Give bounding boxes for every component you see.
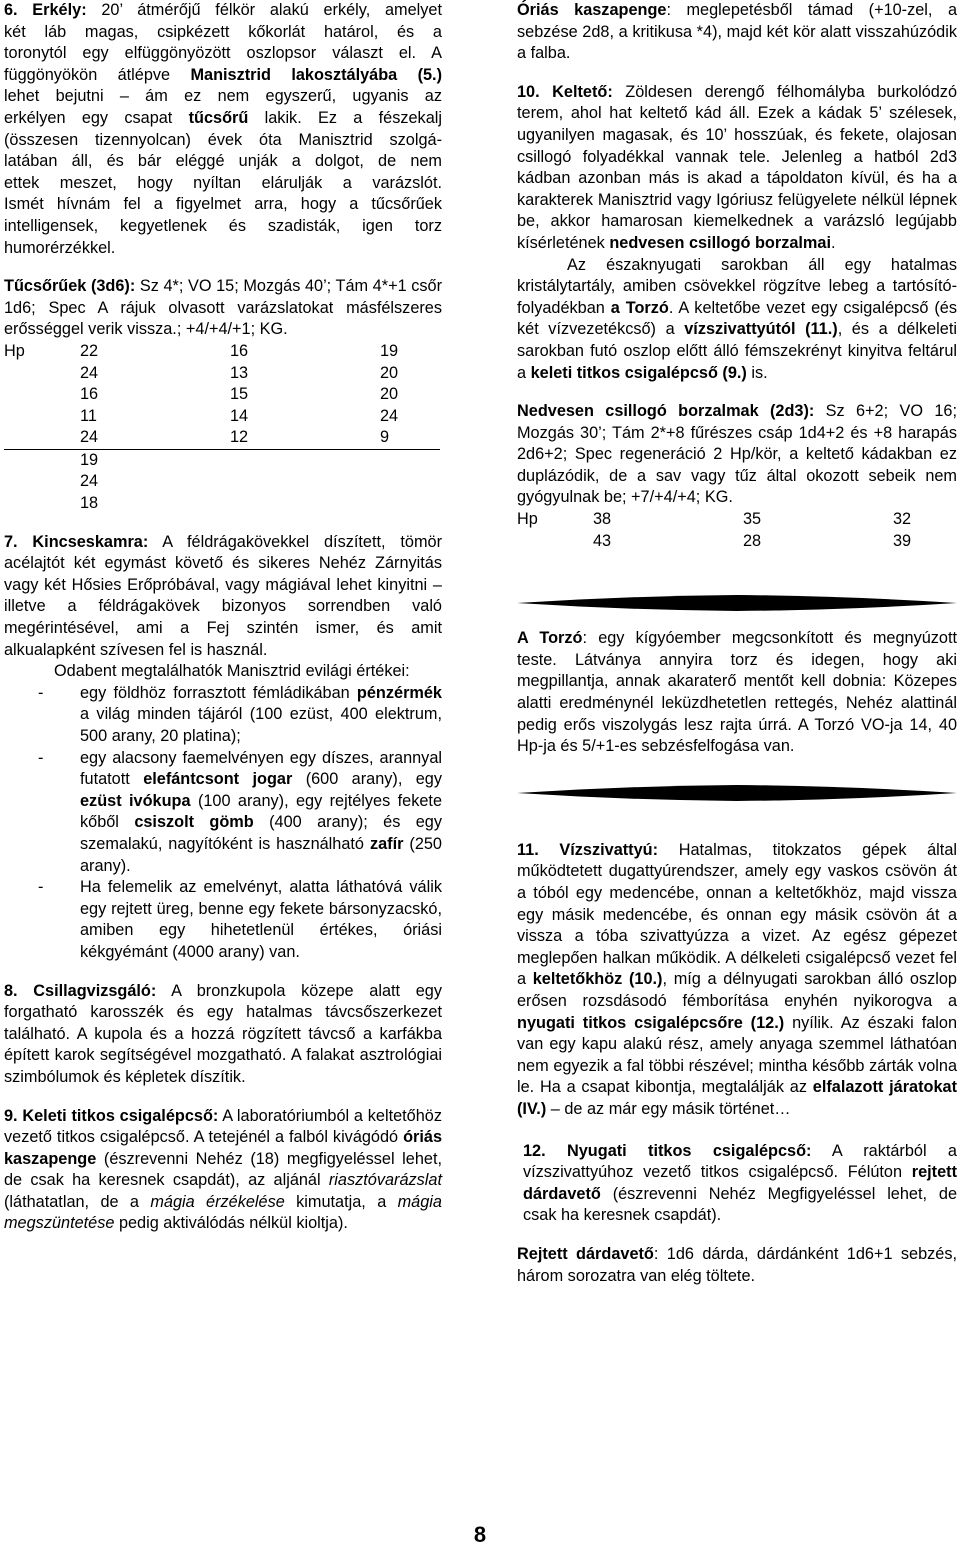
p6-line: erkélyen egy csapat tűcsőrű lakik. Ez a fészekalj: [4, 108, 442, 127]
p6-line: toronytól egy elfüggönyözött oszlopsor választ el. A: [4, 44, 442, 63]
hp-value: [380, 471, 440, 493]
p10-paragraph-2: Az északnyugati sarokban áll egy hatalmas kristálytartály, amiben csövekkel rögzítve lebeg a tartósító-folyadékban a Torzó. A keltetőbe vezet egy csigalépcső (és két vízvezetékcső) a vízszivattyútól (11.), és a délkeleti sarokban futó oszlop előtt álló fémszekrényt kinyitva feltárul a keleti titkos csigalépcső (9.) is.: [517, 255, 957, 382]
table-row: [4, 471, 440, 493]
p6-line: latában áll, és bár eléggé unják a dolgot, de nem: [4, 152, 442, 171]
ornamental-divider: [517, 784, 957, 802]
hp-label: Hp: [517, 510, 538, 529]
hp-value: 13: [230, 363, 249, 382]
hp-value: 9: [380, 427, 440, 449]
table-row: [4, 363, 440, 385]
p8-title: 8. Csillagvizsgáló:: [4, 981, 157, 1000]
list-item: - egy földhöz forrasztott fémládikában pénzérmék a világ minden tájáról (100 ezüst, 400 elektrum, 500 arany, 20 platina);: [38, 683, 442, 745]
p6-line: Ismét hívnám fel a figyelmet arra, hogy a tűcsőrűek: [4, 195, 442, 214]
list-item: - egy alacsony faemelvényen egy díszes, arannyal futatott elefántcsont jogar (600 arany), egy ezüst ivókupa (100 arany), egy rejtélyes fekete kőből csiszolt gömb (400 arany); és egy szemalakú, nagyítóként is használható zafír (250 arany).: [38, 748, 442, 875]
p6-line: két láb magas, csipkézett kőkorlát határol, és a: [4, 22, 442, 41]
hp-value: 28: [743, 531, 762, 550]
hp-value: 20: [380, 363, 399, 382]
hp-label: [517, 531, 593, 553]
table-row: [4, 341, 440, 363]
hp-value: 19: [380, 341, 399, 360]
hp-value: 24: [80, 427, 230, 449]
ornamental-divider: [517, 594, 957, 612]
p6-line: 6. Erkély: 20’ átmérőjű félkör alakú erkély, amelyet: [4, 1, 442, 19]
hp-value: 24: [380, 406, 399, 425]
kaszapenge-stat: Óriás kaszapenge: meglepetésből támad (+10-zel, a sebzése 2d8, a kritikusa *4), majd két kör alatt visszahúzódik a falba.: [517, 1, 957, 63]
p6-line: (összesen tizennyolcan) évek óta Manisztrid szolgá-: [4, 130, 442, 149]
section-6-erkely: [4, 0, 442, 259]
page-number: 8: [473, 1522, 487, 1547]
p7-title: 7. Kincseskamra:: [4, 532, 149, 551]
section-7-kincseskamra: 7. Kincseskamra: A féldrágakövekkel díszített, tömör acélajtót két egymást követő és sikeres Nehéz Zárnyitás vagy két Hősies Erőpróbával, vagy mágiával lehet kinyitni – illetve a féldrágakövek bizonyos sorrendben való megérintésével, ami a Fej szintén ismer, és amit alkualapként szívesen fel is használ.: [4, 532, 442, 659]
hp-value: 24: [80, 472, 99, 491]
hp-label: [4, 363, 80, 385]
hp-label: [4, 493, 80, 515]
borzalmak-hp-table: [517, 509, 953, 552]
hp-value: 18: [80, 494, 99, 513]
hp-value: 43: [593, 531, 612, 550]
hp-value: [230, 493, 380, 515]
section-9-keleti-csigalepcso: 9. Keleti titkos csigalépcső: A laboratóriumból a keltetőhöz vezető titkos csigalépcső. A tetejénél a falból kivágódó óriás kaszapenge (észrevenni Nehéz (18) megfigyeléssel lehet, de csak ha keresnek csapdát), az aljánál riasztóvarázslat (láthatatlan, de a mágia érzékelése kimutatja, a mágia megszüntetése pedig aktiválódás nélkül kioltja).: [4, 1106, 442, 1233]
p7-intro: Odabent megtalálhatók Manisztrid evilági értékei:: [54, 662, 410, 681]
hp-value: 12: [230, 427, 380, 449]
table-row: [517, 509, 953, 531]
section-8-csillagvizsgalo: 8. Csillagvizsgáló: A bronzkupola közepe alatt egy forgatható karosszék és egy hatalmas távcsőszerkezet található. A kupola és a hozzá rögzített távcső a karfákba épített karok segítségével mozgatható. A falakat asztrológiai szimbólumok és képletek díszítik.: [4, 981, 442, 1086]
hp-value: 11: [80, 406, 97, 425]
borzalmak-stat-block: Nedvesen csillogó borzalmak (2d3): Sz 6+2; VO 16; Mozgás 30’; Tám 2*+8 fűrészes csáp 1d4+2 és +8 harapás 2d6+2; Spec regeneráció 2 Hp/kör, a keltető kádakban ez duplázódik, de a sav vagy tűz által okozott sebeik nem gyógyulnak be; +7/+4/+4; KG.: [517, 402, 957, 507]
table-row: [4, 384, 440, 406]
p6-line: függönyökön átlépve Manisztrid lakosztályába (5.): [4, 65, 442, 84]
hp-value: 16: [80, 385, 99, 404]
hp-value: 38: [593, 510, 612, 529]
hp-value: 24: [80, 363, 99, 382]
hp-value: 20: [380, 385, 399, 404]
hp-label: Hp: [4, 341, 25, 360]
hp-value: 35: [743, 510, 762, 529]
hp-value: 15: [230, 385, 249, 404]
table-row: [4, 493, 440, 515]
table-row: [4, 427, 440, 449]
p9-title: 9. Keleti titkos csigalépcső:: [4, 1106, 219, 1125]
left-column: [4, 0, 442, 1235]
hp-label: [4, 471, 80, 493]
list-item: - Ha felemelik az emelvényt, alatta láthatóvá válik egy rejtett üreg, benne egy fekete bársonyzacskó, amiben egy hihetetlenül értékes, óriási kékgyémánt (4000 arany) van.: [38, 878, 442, 961]
treasure-list: [4, 683, 442, 964]
p12-title: 12. Nyugati titkos csigalépcső:: [523, 1141, 812, 1160]
right-column: [517, 0, 957, 1287]
p6-line: ettek meszet, hogy nyíltan elárulják a varázslót.: [4, 173, 442, 192]
dardaveto-stat: Rejtett dárdavető: 1d6 dárda, dárdánként 1d6+1 sebzés, három sorozatra van elég töltete.: [517, 1244, 958, 1285]
hp-label: [4, 449, 80, 471]
table-row: [4, 406, 440, 428]
hp-label: [4, 384, 80, 406]
p6-line: lehet bejutni – ám ez nem egyszerű, ugyanis az: [4, 87, 442, 106]
p6-line: intelligensek, kegyetlenek és szadisták, igen torz: [4, 216, 442, 235]
p10-title: 10. Keltető:: [517, 82, 613, 101]
p11-title: 11. Vízszivattyú:: [517, 840, 659, 859]
section-10-keltet: 10. Keltető: Zöldesen derengő félhomályba burkolódzó terem, ahol hat keltető kád áll. Ezek a kádak 5’ szélesek, ugyanilyen magasak, és 10’ hosszúak, és fekete, olajosan csillogó folyadékkal vannak tele. Jelenleg a hatból 2d3 kádban azonban más is akad a tápoldaton kívül, és ha a karakterek Manisztrid vagy Igóriusz felügyelete nélkül lépnek be, akkor hamarosan kiemelkednek a varázsló legújabb kísérletének nedvesen csillogó borzalmai.: [517, 82, 958, 252]
hp-value: 19: [80, 450, 99, 469]
table-row: [517, 531, 953, 553]
hp-value: [380, 493, 440, 515]
section-11-vizszivattyu: 11. Vízszivattyú: Hatalmas, titokzatos gépek által működtetett dugattyúrendszer, amely egy vaskos csövön át a tóból egy medencébe, onnan a keltetőkhöz, majd vissza egy másik medencébe, és onnan egy másik csövön át a vissza a tóba szivattyúzza a vizet. Az egész gépezet meglepően halkan működik. A délkeleti csigalépcső vezet fel a keltetőkhöz (10.), míg a délnyugati sarokban álló oszlop erősen rozsdásodó fémborítása enyhén nyikorogva a nyugati titkos csigalépcsőre (12.) nyílik. Az északi falon van egy kapu alakú rész, amely anyaga szemmel láthatóan nem egyezik a fal többi részével; mintha később zárták volna le. Ha a csapat kibontja, megtalálják az elfalazott járatokat (IV.) – de az már egy másik történet…: [517, 840, 957, 1118]
hp-value: 22: [80, 341, 99, 360]
p6-title: 6. Erkély:: [4, 1, 87, 19]
hp-label: [4, 406, 80, 428]
section-12-nyugati-csigalepcso: 12. Nyugati titkos csigalépcső: A raktárból a vízszivattyúhoz vezető titkos csigalépcső. Félúton rejtett dárdavető (észrevenni Nehéz Megfigyeléssel lehet, de csak ha keresnek csapdát).: [523, 1141, 957, 1225]
hp-value: [230, 449, 380, 471]
torzo-stat: A Torzó: egy kígyóember megcsonkított és megnyúzott teste. Látványa annyira torz és idegen, hogy aki megpillantja, annak akaraterő mentőt kell dobnia: Közepes alatti eredménynél leküzdhetetlen rettegés, Nehéz alattinál pedig erős viszolygás lesz rajta úrrá. A Torzó VO-ja 14, 40 Hp-ja és 5/+1-es sebzésfelfogása van.: [517, 629, 958, 756]
tucsoru-hp-table: [4, 341, 440, 515]
tucsoru-stat-block: Tűcsőrűek (3d6): Sz 4*; VO 15; Mozgás 40’; Tám 4*+1 csőr 1d6; Spec A rájuk olvasott varázslatokat másfélszeres erősséggel verik vissza.; +4/+4/+1; KG.: [4, 277, 442, 339]
hp-value: 32: [893, 510, 912, 529]
hp-value: 14: [230, 406, 249, 425]
hp-value: [230, 471, 380, 493]
hp-value: 39: [893, 531, 912, 550]
table-row: [4, 449, 440, 471]
p6-line: humorérzékkel.: [4, 238, 116, 257]
hp-value: [380, 449, 440, 471]
hp-label: [4, 427, 80, 449]
hp-value: 16: [230, 341, 249, 360]
